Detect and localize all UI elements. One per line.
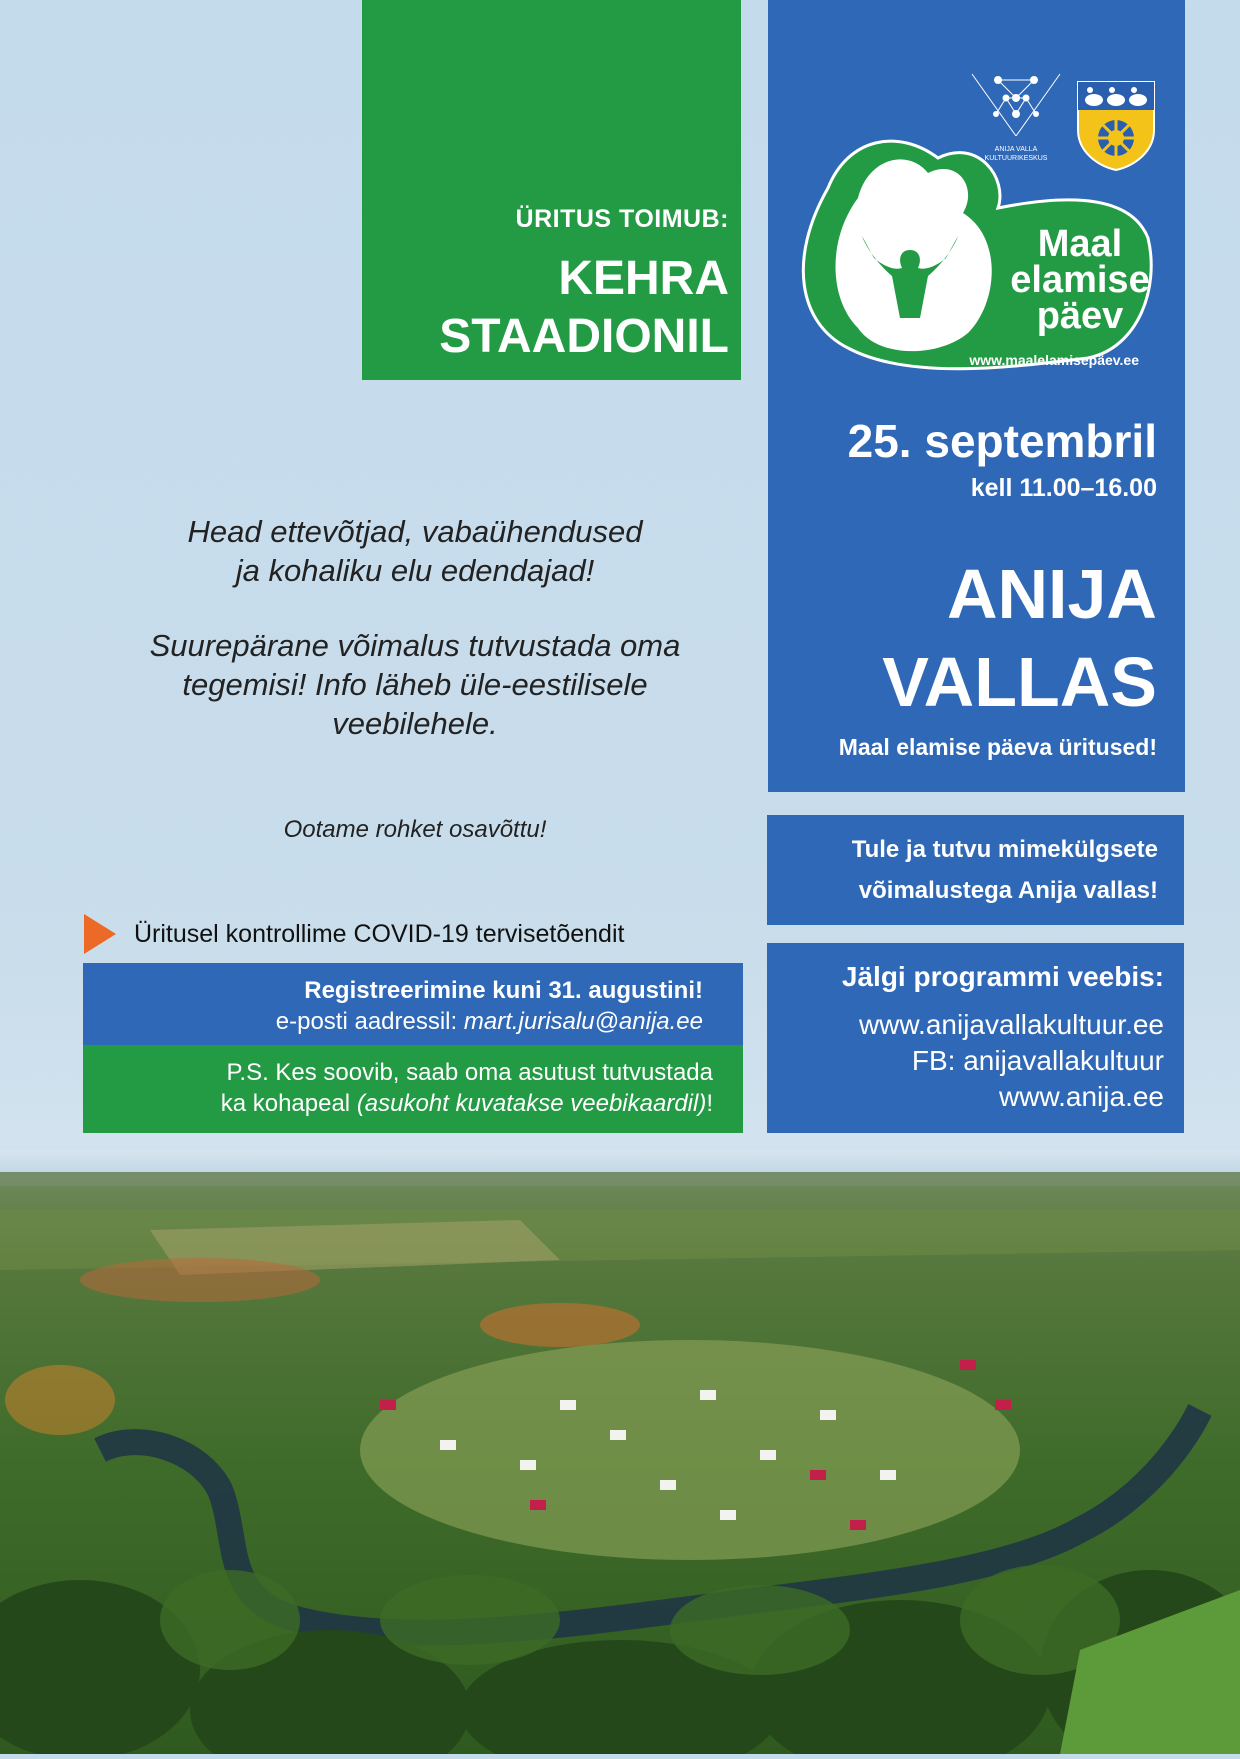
venue-label: ÜRITUS TOIMUB: xyxy=(515,205,729,233)
ps-line1: P.S. Kes soovib, saab oma asutust tutvustada xyxy=(226,1059,713,1086)
venue-name-line1: KEHRA xyxy=(558,252,729,305)
event-panel xyxy=(768,0,1185,792)
ps-line2-suffix: ! xyxy=(706,1090,713,1117)
event-place-line1: ANIJA xyxy=(946,555,1157,633)
logo-title-line1: Maal xyxy=(1037,223,1123,265)
program-box xyxy=(767,943,1184,1133)
event-date: 25. septembril xyxy=(847,415,1157,467)
ps-line2 xyxy=(83,1088,713,1119)
spacer xyxy=(80,590,750,626)
event-time: kell 11.00–16.00 xyxy=(970,474,1157,502)
logo-title-line3: päev xyxy=(1036,295,1124,337)
venue-box xyxy=(362,0,741,380)
intro-line3: Suurepärane võimalus tutvustada oma xyxy=(149,628,681,663)
explore-line2: võimalustega Anija vallas! xyxy=(858,877,1158,904)
intro-line2: ja kohaliku elu edendajad! xyxy=(235,553,595,588)
program-link-anija[interactable]: www.anija.ee xyxy=(999,1081,1164,1112)
welcome-text: Ootame rohket osavõttu! xyxy=(283,816,547,843)
event-place xyxy=(882,550,1157,726)
aerial-landscape-image xyxy=(0,1150,1240,1754)
registration-box xyxy=(83,963,743,1045)
logo-title xyxy=(1000,223,1160,337)
logo-title-line2: elamise xyxy=(1010,259,1150,301)
spacer xyxy=(767,997,1164,1007)
venue-name-line2: STAADIONIL xyxy=(439,310,729,363)
intro-line1: Head ettevõtjad, vabaühendused xyxy=(187,514,643,549)
logo-url[interactable]: www.maalelamisepäev.ee xyxy=(969,352,1139,368)
culture-centre-text: ANIJA VALLA KULTUURIKESKUS xyxy=(984,146,1048,162)
registration-title: Registreerimine kuni 31. augustini! xyxy=(304,977,703,1004)
maal-elamise-paev-logo xyxy=(788,118,1158,378)
program-title: Jälgi programmi veebis: xyxy=(841,961,1164,992)
intro-line5: veebilehele. xyxy=(332,706,498,741)
covid-text: Üritusel kontrollime COVID-19 tervisetõendit xyxy=(134,920,625,948)
intro-line4: tegemisi! Info läheb üle-eestilisele xyxy=(182,667,648,702)
ps-line2-prefix: ka kohapeal xyxy=(220,1090,357,1117)
registration-email-prefix: e-posti aadressil: xyxy=(275,1008,464,1035)
venue-name xyxy=(439,250,729,366)
registration-email-line xyxy=(83,1006,703,1037)
ps-line2-italic: (asukoht kuvatakse veebikaardil) xyxy=(356,1090,707,1117)
events-tagline: Maal elamise päeva üritused! xyxy=(838,734,1157,760)
program-link-website[interactable]: www.anijavallakultuur.ee xyxy=(858,1009,1164,1040)
play-arrow-icon xyxy=(84,914,116,954)
program-link-facebook[interactable]: FB: anijavallakultuur xyxy=(911,1045,1164,1076)
covid-notice xyxy=(84,912,744,956)
registration-email-link[interactable]: mart.jurisalu@anija.ee xyxy=(463,1008,703,1035)
explore-box xyxy=(767,815,1184,925)
explore-line1: Tule ja tutvu mimekülgsete xyxy=(851,836,1158,863)
ps-box xyxy=(83,1045,743,1133)
intro-text xyxy=(80,512,750,743)
event-place-line2: VALLAS xyxy=(882,643,1157,721)
